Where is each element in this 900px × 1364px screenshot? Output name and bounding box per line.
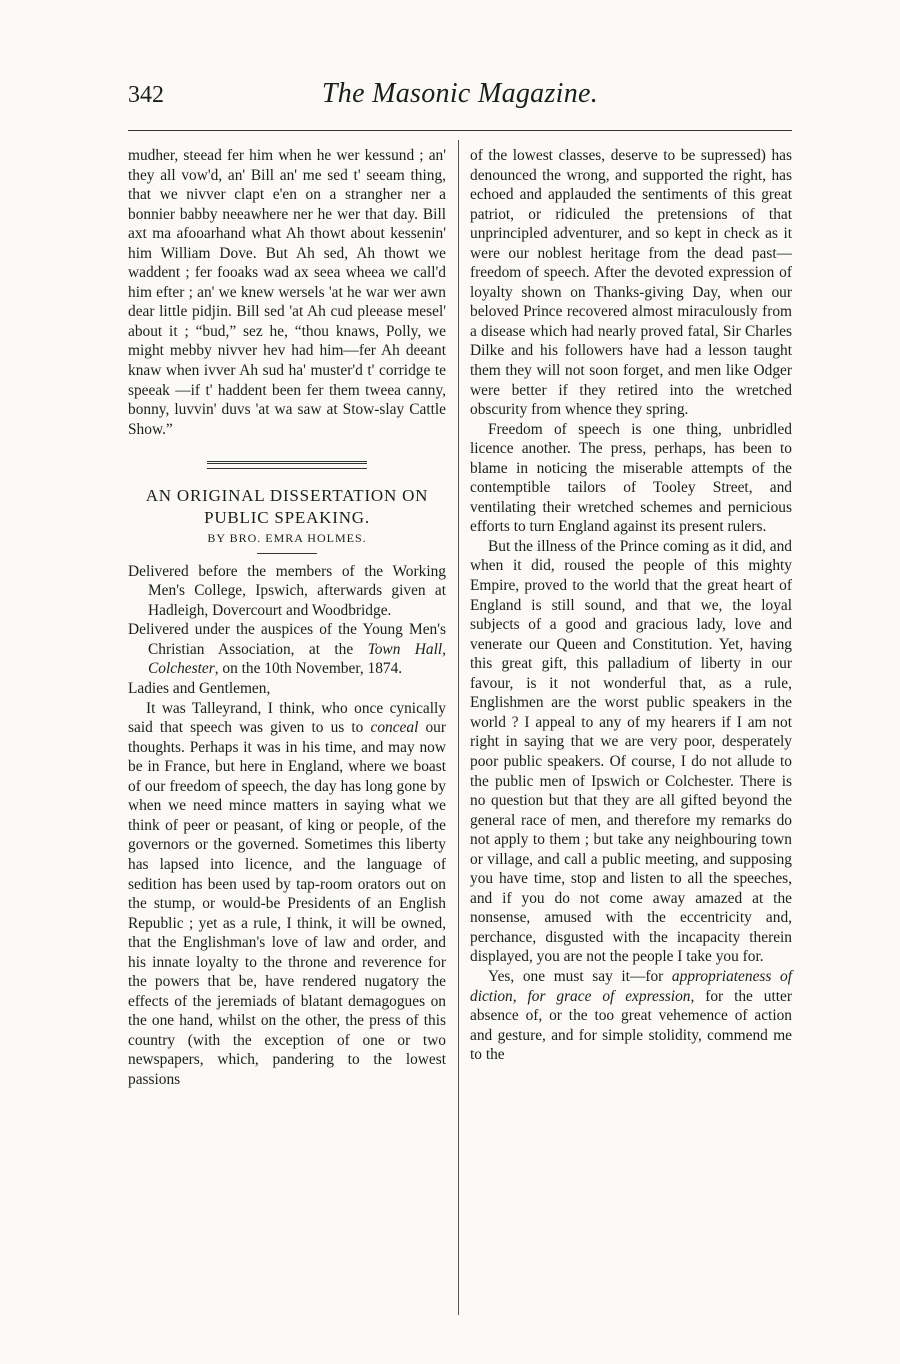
continued-paragraph: of the lowest classes, deserve to be supressed) has denounced the wrong, and supported the right, has echoed and applauded the sentiments of this great patriot, or ridiculed the pretensions of that unprincipled adventurer, and so kept in check as it were our noblest heritage from the dead past—freedom of speech. After the devoted expression of loyalty shown on Thanks-giving Day, when our beloved Prince recovered almost miraculously from a disease which had nearly proved fatal, Sir Charles Dilke and his followers have had a lesson taught them they will not soon forget, and men like Odger were better if they retired into the wretched obscurity from whence they spring. <box>470 147 792 419</box>
body-paragraph-1 <box>128 699 446 1090</box>
article-title-line2: PUBLIC SPEAKING. <box>204 508 370 528</box>
intro-paragraph: mudher, steead fer him when he wer kessund ; an' they all vow'd, an' Bill an' me sed t' seeam thing, that we nivver clapt e'en on a strangher ner a bonnier babby neeawhere ner he wer that day. Bill axt ma afooarhand what Ah thowt about kessenin' him William Dove. But Ah sed, Ah thowt we waddent ; fer fooaks wad ax seea wheea we call'd him efter ; an' we knew wersels 'at he war wer awn dear little pidjin. Bill sed 'at Ah cud pleease mesel' about it ; “bud,” sez he, “thou knaws, Polly, we might mebby nivver hev had him—fer Ah deeant knaw when ivver Ah sud ha' muster'd t' corridge te speeak —if t' haddent been fer them tweea canny, bonny, luvvin' duvs 'at wa saw at Stow-slay Cattle Show.” <box>128 147 446 438</box>
body-paragraph-1-emphasis: conceal <box>370 719 419 737</box>
delivered-note-2-text-b: , on the 10th November, 1874. <box>214 660 403 678</box>
right-column <box>470 146 792 1065</box>
body-paragraph-1-text-b: our thoughts. Perhaps it was in his time, and may now be in France, but here in England, where we boast of our freedom of speech, the day has long gone by when we need mince matters in saying what we think of peer or peasant, of king or people, of the governors or the governed. Sometimes this liberty has lapsed into licence, and the language of sedition has been used by tap-room orators out on the stump, or would-be Presidents of an English Republic ; yet as a rule, I think, it will be owned, that the Englishman's love of law and order, and his innate loyalty to the throne and reverence for the powers that be, have rendered nugatory the effects of the jeremiads of blatant demagogues on the one hand, whilst on the other, the press of this country (with the exception of one or two newspapers, which, pandering to the lowest passions <box>128 719 446 1088</box>
body-paragraph-2: Freedom of speech is one thing, unbridled licence another. The press, perhaps, has been to blame in noticing the miserable attempts of the contemptible tailors of Tooley Street, and ventilating their wretched schemes and pernicious efforts to turn England against its present rulers. <box>470 420 792 536</box>
delivered-note-2 <box>128 620 446 679</box>
page-header <box>128 78 792 118</box>
body-paragraph-4-emphasis: appropriateness of diction, for grace of expression, <box>470 967 792 1005</box>
article-title-line1: AN ORIGINAL DISSERTATION ON <box>145 486 429 506</box>
salutation: Ladies and Gentlemen, <box>128 680 271 698</box>
body-paragraph-3: But the illness of the Prince coming as it did, and when it did, roused the people of this mighty Empire, proved to the world that the great heart of England is still sound, and that we, the loyal subjects of a good and gracious lady, love and venerate our Queen and Constitution. Yet, having this great gift, this palladium of liberty in our favour, is it not wonderful that, as a rule, Englishmen are the worst public speakers in the world ? I appeal to any of my hearers if I am not right in saying that we are very poor, desperately poor public speakers. Of course, I do not allude to the public men of Ipswich or Colchester. There is no question but that they are all gifted beyond the general race of men, and therefore my remarks do not apply to them ; but take any neighbouring town or village, and call a public meeting, and supposing you have time, stop and listen to all the speeches, and if you do not come away amazed at the nonsense, amused with the eccentricity and, perchance, disgusted with the incapacity therein displayed, you are not the people I take you for. <box>470 537 792 966</box>
byline: BY BRO. EMRA HOLMES. <box>207 531 367 546</box>
body-paragraph-4-text-b: for the utter absence of, or the too great vehemence of action and gesture, and for simple stolidity, commend me to the <box>470 987 792 1064</box>
section-double-rule <box>207 461 367 469</box>
body-paragraph-4-text-a: Yes, one must say it—for <box>488 967 672 985</box>
body-paragraph-1-text-a: It was Talleyrand, I think, who once cynically said that speech was given to us to <box>128 699 446 737</box>
column-divider <box>458 140 459 1315</box>
body-paragraph-4 <box>470 967 792 1065</box>
left-column <box>128 146 446 1090</box>
article-title <box>128 485 446 529</box>
page-number: 342 <box>128 82 164 108</box>
delivered-note-2-text-a: Delivered under the auspices of the Young Men's Christian Association, at the <box>128 621 446 658</box>
header-rule <box>128 130 792 131</box>
magazine-title: The Masonic Magazine. <box>321 78 599 109</box>
delivered-note-2-venue: Town Hall, Colchester <box>148 640 446 678</box>
byline-rule <box>257 553 317 554</box>
delivered-note-1: Delivered before the members of the Working Men's College, Ipswich, afterwards given at Hadleigh, Dovercourt and Woodbridge. <box>128 562 446 619</box>
